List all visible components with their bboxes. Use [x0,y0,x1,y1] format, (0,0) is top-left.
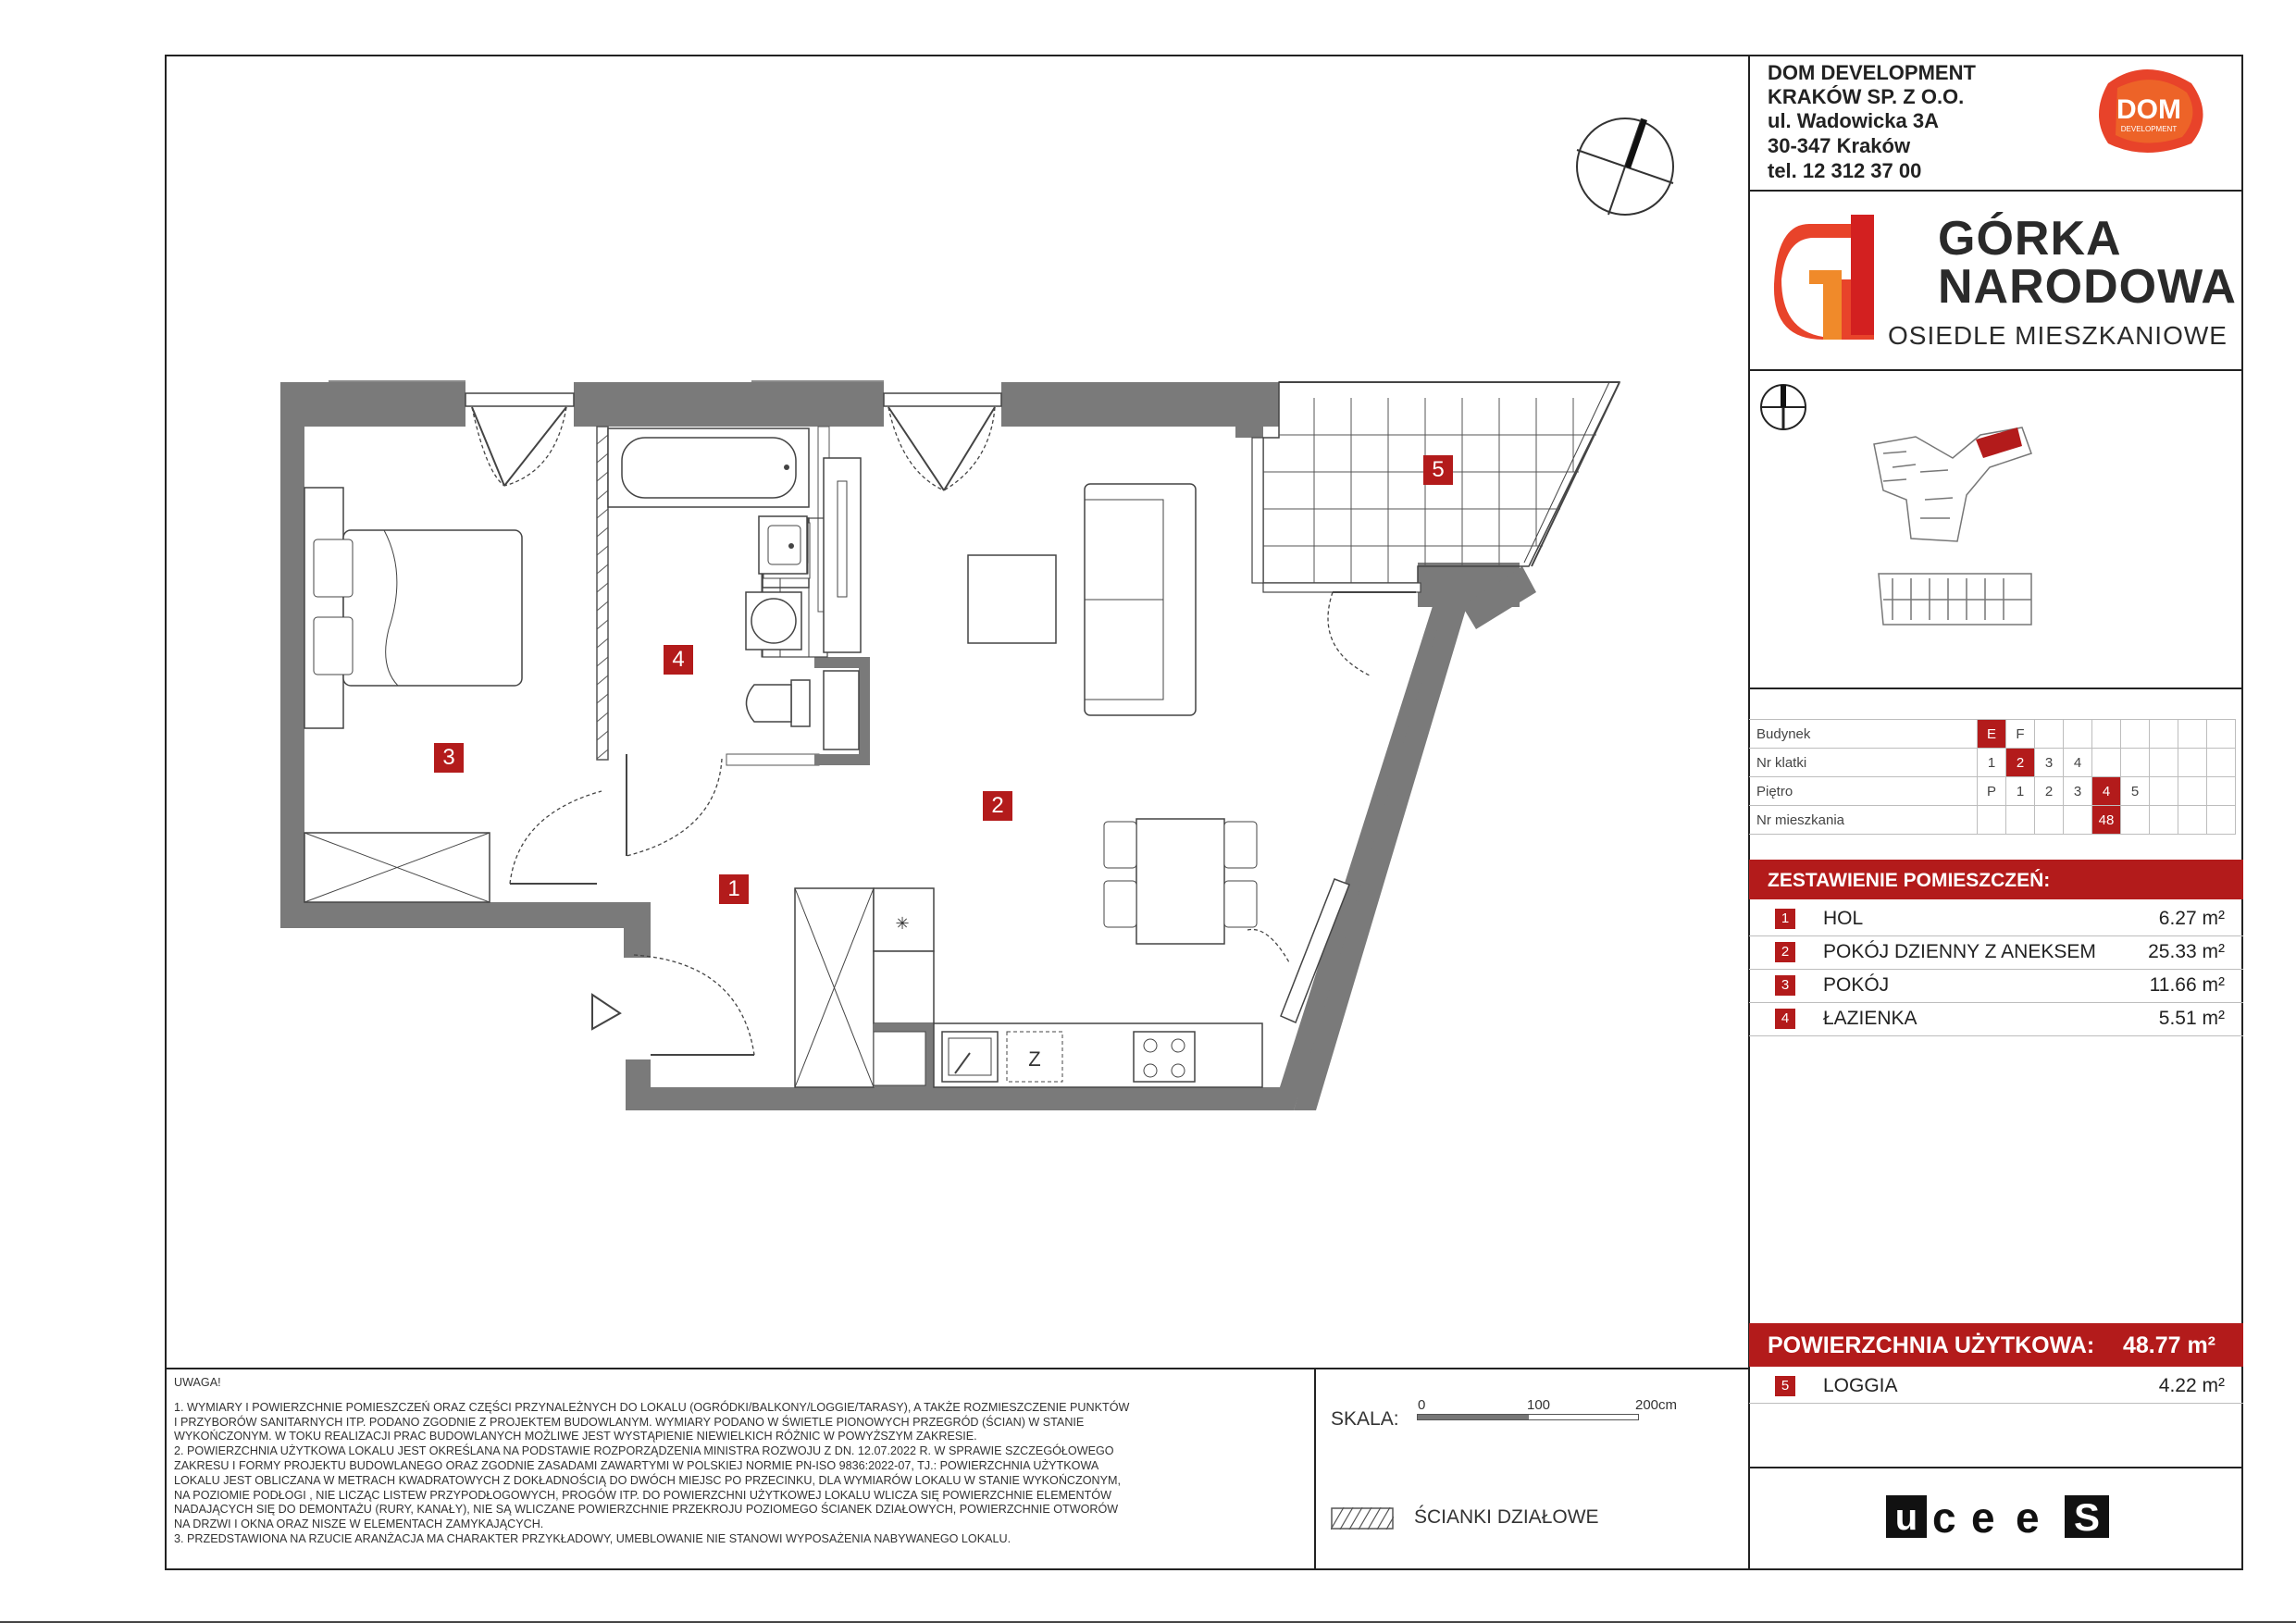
grid-cell [2150,720,2178,749]
key-plan [1754,379,2115,638]
grid-cell [2178,749,2207,777]
grid-cell: 2 [2035,777,2064,806]
scale-label: SKALA: [1331,1408,1399,1430]
notes-title: UWAGA! [174,1376,221,1389]
scale-bar [1417,1414,1639,1420]
grid-cell [2092,720,2121,749]
coffee-table-icon [968,555,1056,643]
plan-label-bathroom: 4 [664,645,693,675]
room-name: ŁAZIENKA [1823,1008,1917,1029]
company-city: 30-347 Kraków [1768,134,1911,157]
grid-cell [2178,720,2207,749]
notes-line: WYKOŃCZONYM. W TOKU REALIZACJI PRAC BUDOWLANYCH MOŻLIWE JEST WYSTĄPIENIE NIEWIELKICH RÓŻNIC W POWYŻSZYM ZAKRESIE. [174,1430,977,1443]
company-name: DOM DEVELOPMENT [1768,61,1976,84]
grid-cell [2064,806,2092,835]
notes-line: NADAJĄCYCH SIĘ DO DEMONTAŻU (RURY, KANAŁY), NIE SĄ WLICZANE POWIERZCHNIE PRZEKROJU POZIOMEGO ŚCIANEK DZIAŁOWYCH, POWIERZCHNIE OTWORÓW [174,1503,1119,1517]
grid-row [1749,777,2236,806]
svg-text:S: S [2073,1495,2101,1539]
room-name: HOL [1823,908,1864,929]
company-divider [1749,190,2243,192]
dom-logo-text: DOM [2116,94,2181,125]
grid-cell: 2 [2006,749,2035,777]
grid-cell [2064,720,2092,749]
grid-cell [2035,806,2064,835]
company-phone: tel. 12 312 37 00 [1768,159,1922,182]
svg-text:✳: ✳ [895,914,910,934]
grid-cell [1978,806,2006,835]
project-name-line2: NARODOWA [1938,260,2237,314]
ucees-logo [1886,1492,2113,1543]
grid-cell [2006,806,2035,835]
toilet-icon [791,680,810,726]
room-number-badge: 1 [1775,909,1795,929]
grid-cell: 3 [2035,749,2064,777]
room-number-badge: 3 [1775,975,1795,996]
project-subtitle: OSIEDLE MIESZKANIOWE [1888,321,2228,350]
notes-line: LOKALU JEST OBLICZANA W METRACH KWADRATOWYCH Z DOKŁADNOŚCIĄ DO DWÓCH MIEJSC PO PRZECINKU, DLA WYMIARÓW LOKALU W STANIE WYKOŃCZONYM, [174,1473,1122,1487]
svg-text:e: e [1971,1493,1995,1542]
scale-tick-200: 200cm [1635,1397,1678,1413]
notes-line: I PRZYBORÓW SANITARNYCH ITP. PODANO ZGODNIE Z PROJEKTEM BUDOWLANYM. WYMIARY PODANO W ŚWIETLE PIONOWYCH PRZEGRÓD (ŚCIAN) W STANIE [174,1415,1085,1429]
grid-cell [2121,749,2150,777]
room-row [1749,902,2243,936]
dining-table-icon [1136,819,1224,944]
room-name: POKÓJ [1823,974,1890,996]
grid-cell: 48 [2092,806,2121,835]
loggia-row [1749,1369,2243,1404]
washbasin-icon [759,516,807,574]
grid-row [1749,806,2236,835]
grid-cell: 5 [2121,777,2150,806]
room-row [1749,935,2243,970]
grid-cell [2121,720,2150,749]
grid-top-line [1749,688,2243,689]
room-area: 6.27 m² [2158,908,2225,929]
dom-logo-subtext: DEVELOPMENT [2120,125,2178,133]
grid-cell [2207,749,2236,777]
grid-cell [2150,749,2178,777]
kitchen-sink-icon [942,1032,998,1082]
room-row [1749,969,2243,1003]
total-area-label: POWIERZCHNIA UŻYTKOWA: [1768,1332,2095,1358]
grid-cell [2150,806,2178,835]
slanted-wall [1294,601,1467,1110]
site-plan-icon [1874,427,2031,625]
svg-text:c: c [1932,1493,1956,1542]
project-divider [1749,369,2243,371]
room-area: 25.33 m² [2148,941,2225,962]
grid-cell [2092,749,2121,777]
room-area: 5.51 m² [2158,1008,2225,1029]
room-number-badge: 2 [1775,942,1795,962]
cooktop-icon [1134,1032,1195,1082]
grid-row-label: Nr mieszkania [1749,806,1978,835]
grid-cell: 1 [1978,749,2006,777]
plan-label-loggia: 5 [1423,455,1453,485]
notes-line: NA DRZWI I OKNA ORAZ NISZE W ELEMENTACH ZAMYKAJĄCYCH. [174,1518,544,1531]
grid-cell: P [1978,777,2006,806]
grid-cell [2150,777,2178,806]
partition-hatch-icon [1331,1507,1394,1530]
plan-label-bedroom: 3 [434,743,464,773]
grid-row [1749,720,2236,749]
scale-tick-100: 100 [1527,1397,1551,1413]
notes-divider [165,1368,1749,1369]
room-area: 11.66 m² [2149,974,2225,996]
room-name: LOGGIA [1823,1375,1898,1396]
partition-legend-label: ŚCIANKI DZIAŁOWE [1414,1506,1599,1528]
svg-text:e: e [2016,1493,2040,1542]
scale-divider [1314,1368,1316,1570]
grid-cell [2178,777,2207,806]
entrance-arrow-icon [592,995,620,1029]
total-area-value: 48.77 m² [2122,1332,2215,1358]
grid-cell [2121,806,2150,835]
north-compass-icon [1573,115,1677,218]
room-number-badge: 5 [1775,1376,1795,1396]
gorka-narodowa-logo [1772,215,1883,349]
grid-cell [2207,806,2236,835]
svg-text:u: u [1894,1497,1918,1538]
grid-cell: F [2006,720,2035,749]
room-row [1749,1002,2243,1036]
svg-text:Z: Z [1028,1047,1041,1071]
room-area: 4.22 m² [2158,1375,2225,1396]
grid-row-label: Nr klatki [1749,749,1978,777]
grid-cell [2207,720,2236,749]
compass-small-icon [1761,385,1806,429]
grid-cell [2207,777,2236,806]
notes-line: ZAKRESU I FORMY PROJEKTU BUDOWLANEGO ORAZ ZGODNIE ZASADAMI ZAWARTYMI W POLSKIEJ NORMIE PN-ISO 9836:2022-07, TJ.: POWIERZCHNIA UŻYTKOWA [174,1458,1099,1472]
grid-cell: 4 [2064,749,2092,777]
grid-cell [2035,720,2064,749]
notes-line: 1. WYMIARY I POWIERZCHNIE POMIESZCZEŃ ORAZ CZĘŚCI PRZYNALEŻNYCH DO LOKALU (OGRÓDKI/BALKONY/LOGGIE/TARASY), A TAKŻE ROZMIESZCZENIE PUNKTÓW [174,1400,1130,1414]
bed-icon [304,488,343,728]
grid-cell: 3 [2064,777,2092,806]
apartment-grid [1749,719,2236,835]
scale-tick-0: 0 [1418,1397,1426,1413]
grid-row-label: Piętro [1749,777,1978,806]
room-number-badge: 4 [1775,1009,1795,1029]
notes-line: 2. POWIERZCHNIA UŻYTKOWA LOKALU JEST OKREŚLANA NA PODSTAWIE ROZPORZĄDZENIA MINISTRA ROZWOJU Z DN. 12.07.2022 R. W SPRAWIE SZCZEGÓŁOWEGO [174,1444,1114,1458]
scale-bar-fill [1418,1415,1529,1419]
grid-row-label: Budynek [1749,720,1978,749]
notes-line: NA POZIOMIE PODŁOGI , NIE LICZĄC LISTEW PRZYPODŁOGOWYCH, PROGÓW ITP. DO POWIERZCHNI UŻYTKOWEJ LOKALU WLICZA SIĘ POWIERZCHNIE ELEMENTÓW [174,1488,1111,1502]
company-street: ul. Wadowicka 3A [1768,109,1940,132]
notes-line: 3. PRZEDSTAWIONA NA RZUCIE ARANŻACJA MA CHARAKTER PRZYKŁADOWY, UMEBLOWANIE NIE STANOWI WYPOSAŻENIA NABYWANEGO LOKALU. [174,1531,1011,1545]
rooms-header [1749,860,2243,899]
dom-development-logo [2090,65,2212,157]
logo-divider [1749,1467,2243,1468]
notes-block [174,1376,1285,1547]
room-name: POKÓJ DZIENNY Z ANEKSEM [1823,941,2096,962]
grid-cell: 4 [2092,777,2121,806]
plan-label-hol: 1 [719,874,749,904]
project-name-line1: GÓRKA [1938,212,2122,266]
grid-cell [2178,806,2207,835]
grid-cell: E [1978,720,2006,749]
rooms-header-label: ZESTAWIENIE POMIESZCZEŃ: [1768,870,2051,891]
total-area-bar [1749,1323,2243,1367]
washing-machine-icon [746,592,801,650]
grid-cell: 1 [2006,777,2035,806]
company-legal: KRAKÓW SP. Z O.O. [1768,85,1965,108]
plan-label-living: 2 [983,791,1012,821]
grid-row [1749,749,2236,777]
